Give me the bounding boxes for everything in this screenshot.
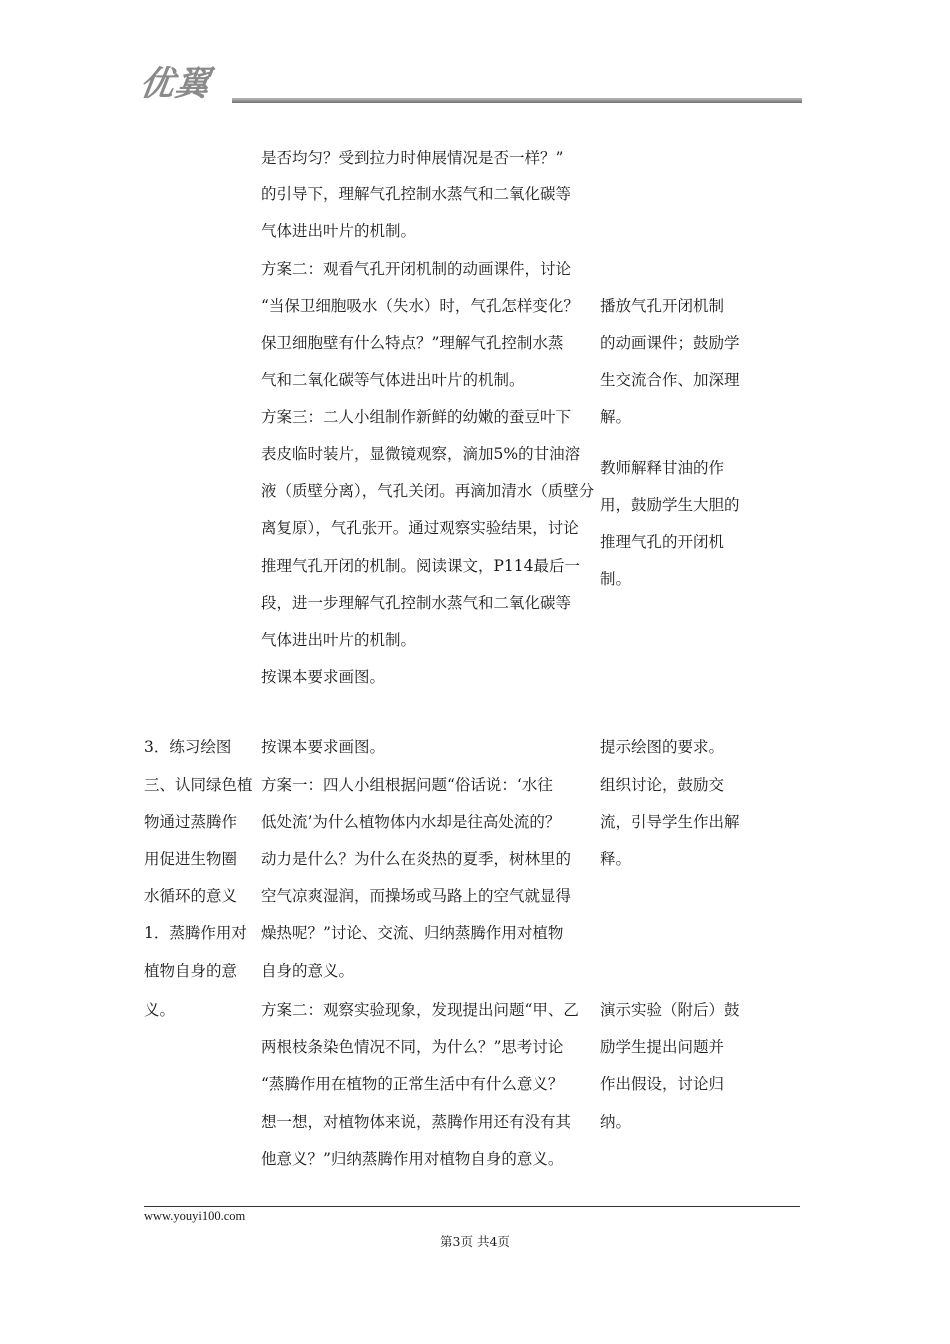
middle-line: 想一想，对植物体来说，蒸腾作用还有没有其: [261, 1113, 572, 1131]
middle-line: 动力是什么？为什么在炎热的夏季，树林里的: [261, 850, 572, 868]
middle-line: 液（质壁分离），气孔关闭。再滴加清水（质壁分: [261, 482, 595, 500]
right-line: 的动画课件；鼓励学: [600, 334, 740, 352]
right-line: 释。: [600, 850, 632, 868]
right-line: 组织讨论，鼓励交: [600, 776, 725, 794]
left-line: 3．练习绘图: [144, 738, 232, 756]
logo: 优翼: [137, 64, 213, 104]
middle-line: 方案二：观看气孔开闭机制的动画课件，讨论: [261, 260, 572, 278]
middle-line: 方案三：二人小组制作新鲜的幼嫩的蚕豆叶下: [261, 408, 572, 426]
left-line: 义。: [144, 1001, 176, 1019]
middle-line: 燥热呢？”讨论、交流、归纳蒸腾作用对植物: [261, 924, 564, 942]
middle-line: 低处流’为什么植物体内水却是往高处流的？: [261, 813, 561, 831]
middle-line: 他意义？”归纳蒸腾作用对植物自身的意义。: [261, 1150, 564, 1168]
right-line: 教师解释甘油的作: [600, 459, 725, 477]
middle-line: 气体进出叶片的机制。: [261, 631, 417, 649]
right-line: 纳。: [600, 1113, 632, 1131]
header-rule: [232, 98, 802, 103]
middle-line: 离复原），气孔张开。通过观察实验结果，讨论: [261, 519, 579, 537]
middle-line: 的引导下，理解气孔控制水蒸气和二氧化碳等: [261, 185, 572, 203]
right-line: 用，鼓励学生大胆的: [600, 496, 740, 514]
left-line: 水循环的意义: [144, 887, 238, 905]
middle-line: 按课本要求画图。: [261, 668, 386, 686]
right-line: 作出假设，讨论归: [600, 1075, 725, 1093]
left-line: 用促进生物圈: [144, 850, 238, 868]
left-line: 物通过蒸腾作: [144, 813, 238, 831]
right-line: 解。: [600, 408, 632, 426]
middle-line: 方案二：观察实验现象，发现提出问题“甲、乙: [261, 1001, 579, 1019]
page-number: 第3页 共4页: [440, 1234, 510, 1249]
middle-line: “蒸腾作用在植物的正常生活中有什么意义？: [261, 1075, 564, 1093]
middle-line: 自身的意义。: [261, 962, 355, 980]
right-line: 生交流合作、加深理: [600, 371, 740, 389]
left-line: 三、认同绿色植: [144, 776, 253, 794]
right-line: 演示实验（附后）鼓: [600, 1001, 740, 1019]
left-line: 植物自身的意: [144, 962, 238, 980]
middle-line: 空气凉爽湿润，而操场或马路上的空气就显得: [261, 887, 572, 905]
footer-url: www.youyi100.com: [144, 1209, 246, 1223]
middle-line: 气体进出叶片的机制。: [261, 222, 417, 240]
middle-line: 气和二氧化碳等气体进出叶片的机制。: [261, 371, 525, 389]
middle-line: 按课本要求画图。: [261, 738, 386, 756]
middle-line: 是否均匀？受到拉力时伸展情况是否一样？”: [261, 149, 564, 167]
left-line: 1．蒸腾作用对: [144, 924, 247, 942]
footer-rule: [144, 1206, 800, 1207]
right-line: 流，引导学生作出解: [600, 813, 740, 831]
middle-line: 两根枝条染色情况不同，为什么？”思考讨论: [261, 1038, 564, 1056]
right-line: 制。: [600, 570, 632, 588]
right-line: 提示绘图的要求。: [600, 738, 725, 756]
middle-line: 段，进一步理解气孔控制水蒸气和二氧化碳等: [261, 594, 572, 612]
middle-line: “当保卫细胞吸水（失水）时，气孔怎样变化？: [261, 297, 579, 315]
middle-line: 方案一：四人小组根据问题“俗话说：‘水往: [261, 776, 553, 794]
right-line: 推理气孔的开闭机: [600, 533, 725, 551]
middle-line: 保卫细胞壁有什么特点？”理解气孔控制水蒸: [261, 334, 564, 352]
right-line: 播放气孔开闭机制: [600, 297, 725, 315]
right-line: 励学生提出问题并: [600, 1038, 725, 1056]
middle-line: 表皮临时装片，显微镜观察，滴加5%的甘油溶: [261, 445, 581, 463]
middle-line: 推理气孔开闭的机制。阅读课文，P114最后一: [261, 557, 581, 575]
